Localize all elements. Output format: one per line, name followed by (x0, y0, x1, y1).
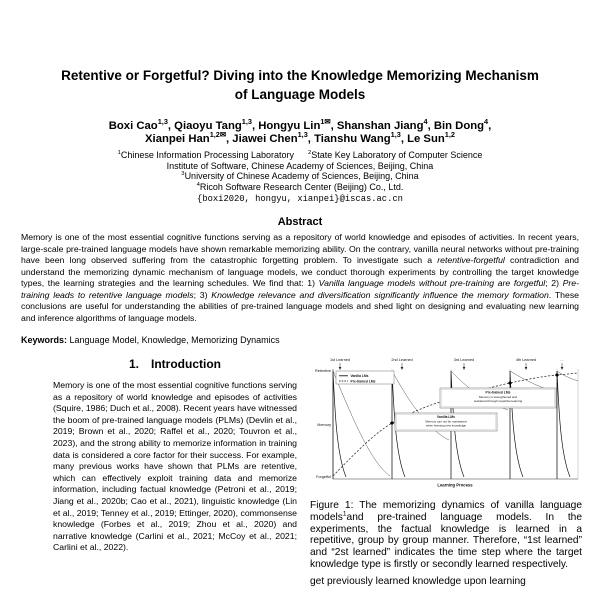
vanilla-box-line2: when learning new knowledge (425, 423, 467, 428)
text-segment: . These conclusions are useful for understanding the abilities of pre-trained language models and shed light on designing and evaluating new learning and inference algorithms of language models. (21, 289, 579, 323)
author-name: Tianshu Wang (314, 133, 391, 145)
y-axis-bottom-label: Forgetful (316, 475, 331, 479)
y-axis-top-label: Retentive (314, 369, 331, 373)
affiliation-text: University of Chinese Academy of Sciences, Beijing, China (184, 171, 419, 181)
affiliation-marker: 2 (308, 150, 312, 156)
text-segment: 1 (342, 510, 347, 518)
text-segment: ; 3) (193, 289, 212, 300)
keywords-label: Keywords: (21, 335, 68, 345)
author-separator: , (226, 133, 233, 145)
figure-event-labels (330, 358, 564, 370)
author-affiliation-marker: 1,3 (157, 117, 168, 127)
y-axis-title: Memory (317, 423, 331, 427)
author-name: Hongyu Lin (258, 120, 321, 132)
event-label: ... (560, 358, 564, 362)
event-label: 4th Learned (515, 358, 537, 362)
text-segment: ; 2) (545, 278, 563, 288)
affiliation-line-2: Institute of Software, Chinese Academy of Sciences, Beijing, China (166, 160, 434, 171)
author-affiliation-marker: 1✉ (320, 117, 331, 127)
vanilla-box-title: Vanilla LMs (437, 415, 455, 420)
pretrained-annotation-box (440, 388, 556, 408)
author-name: Bin Dong (433, 120, 485, 132)
down-arrow-icon (463, 367, 466, 370)
text-segment: retentive-forgetful (437, 255, 505, 265)
author-separator: , (427, 120, 434, 132)
text-segment: Pre-training leads to retentive language models (21, 278, 579, 300)
author-separator: , (488, 120, 492, 132)
affiliation-text: State Key Laboratory of Computer Science (311, 150, 483, 160)
keywords-line (21, 335, 579, 345)
event-label: 3rd Learned (453, 358, 475, 362)
text-segment: Knowledge relevance and diversification significantly influence the memory formation (211, 289, 549, 300)
author-line-2 (0, 130, 600, 146)
author-name: Boxi Cao (108, 120, 158, 132)
body-text-fragment: get previously learned knowledge upon learning (310, 575, 526, 587)
legend-pretrained-label: Pre-trained LMs (350, 379, 376, 384)
author-name: Le Sun (407, 133, 445, 145)
author-name: Shanshan Jiang (336, 120, 424, 132)
figure-legend (336, 371, 394, 384)
author-separator: , (167, 120, 175, 132)
down-arrow-icon (525, 367, 528, 370)
right-column (310, 355, 582, 588)
affiliation-line-1 (0, 150, 600, 161)
affiliation-marker: 1 (117, 150, 121, 156)
author-affiliation-marker: 1,3 (390, 130, 401, 140)
event-label: 2nd Learned (391, 358, 413, 362)
text-segment: Vanilla language models without pre-training are forgetful (318, 278, 546, 288)
author-affiliation-marker: 4 (484, 117, 489, 127)
abstract-heading: Abstract (277, 216, 323, 228)
contact-email: {boxi2020, hongyu, xianpei}@iscas.ac.cn (197, 194, 403, 204)
keywords-value: Language Model, Knowledge, Memorizing Dynamics (69, 335, 280, 345)
affiliation-marker: 4 (196, 181, 200, 188)
affiliations-block (0, 150, 600, 204)
section-heading-introduction (53, 357, 297, 371)
intro-paragraph: Memory is one of the most essential cognitive functions serving as a repository of world knowledge and episodes of activities (Squire, 1986; Duch et al., 2008). Recent years have witnessed the boom of pre-trained language models (PLMs) (Devlin et al., 2019; Brown et al., 2020; Raffel et al., 2020; Touvron et al., 2023), and the strong ability to memorize information in training data is considered a core factor for their success. For example, many previous works have shown that PLMs are retentive, which can effectively exploit training data and memorize information, including factual knowledge (Petroni et al., 2019; Jiang et al., 2020b; Cao et al., 2021), linguistic knowledge (Lin et al., 2019; Tenney et al., 2019; Ettinger, 2020), commonsense knowledge (Forbes et al., 2019; Zhou et al., 2020) and narrative knowledge (Carlini et al., 2021; McCoy et al., 2021; Carlini et al., 2022). (53, 380, 297, 553)
section-title: Introduction (151, 357, 221, 371)
two-column-body (0, 355, 600, 588)
affiliation-line-3 (0, 171, 600, 182)
author-affiliation-marker: 4 (423, 117, 428, 127)
text-segment: contradiction and understand the memorizing dynamic mechanism of language models, we conduct thorough experiments by controlling the target knowledge types, the learning strategies and the learning schedules. We find that: 1) (21, 255, 579, 288)
down-arrow-icon (339, 367, 342, 370)
figure-1-caption (310, 500, 582, 571)
x-axis-title: Learning Process (437, 482, 473, 488)
affiliation-text: Ricoh Software Research Center (Beijing) Co., Ltd. (199, 181, 404, 192)
affiliation-line-4 (0, 182, 600, 193)
affiliation-marker: 3 (181, 171, 185, 177)
event-label: 1st Learned (329, 358, 351, 362)
author-affiliation-marker: 1,3 (297, 130, 308, 140)
paper-title: Retentive or Forgetful? Diving into the Knowledge Memorizing Mechanism of Language Models (61, 68, 539, 102)
authors-block (0, 117, 600, 146)
abstract-text (21, 232, 579, 324)
down-arrow-icon (401, 367, 404, 370)
author-separator: , (307, 133, 315, 145)
pretrained-box-line2: sustained through repetitive learning (473, 399, 523, 404)
text-segment: Figure 1: The memorizing dynamics of vanilla language models (310, 500, 582, 523)
vanilla-box-line1: Memory can not be maintained (425, 419, 467, 424)
text-segment: and pre-trained language models. In the experiments, the factual knowledge is learned in a repetitive, group by group manner. Therefore, “1st learned” and “2st learned” indicates the time step where the target knowledge type is firstly or secondly learned respectively. (310, 511, 582, 570)
pretrained-box-line1: Memory is strengthened and (478, 395, 518, 399)
author-affiliation-marker: 1,2✉ (209, 130, 227, 140)
author-affiliation-marker: 1,2 (444, 130, 455, 140)
left-column (53, 355, 297, 588)
author-name: Jiawei Chen (232, 133, 298, 145)
figure-1-plot (310, 355, 582, 489)
vanilla-annotation-box (395, 413, 497, 431)
author-name: Xianpei Han (145, 133, 210, 145)
author-affiliation-marker: 1,3 (241, 117, 252, 127)
author-separator: , (251, 120, 259, 132)
author-name: Qiaoyu Tang (174, 120, 242, 132)
section-number: 1. (129, 357, 140, 371)
author-separator: , (330, 120, 337, 132)
pretrained-box-title: Pre-trained LMs (485, 390, 511, 395)
affiliation-text: Chinese Information Processing Laboratory (120, 150, 294, 160)
legend-vanilla-label: Vanilla LMs (350, 374, 369, 379)
author-separator: , (400, 133, 408, 145)
text-segment: Memory is one of the most essential cognitive functions serving as a repository of world knowledge and episodes of activities. In recent years, large-scale pre-trained language models have shown remarkable memorizing ability. On the contrary, vanilla neural networks without pre-training have been long observed suffering from the catastrophic forgetting problem. To investigate such a (21, 232, 579, 265)
down-arrow-icon (561, 367, 564, 370)
